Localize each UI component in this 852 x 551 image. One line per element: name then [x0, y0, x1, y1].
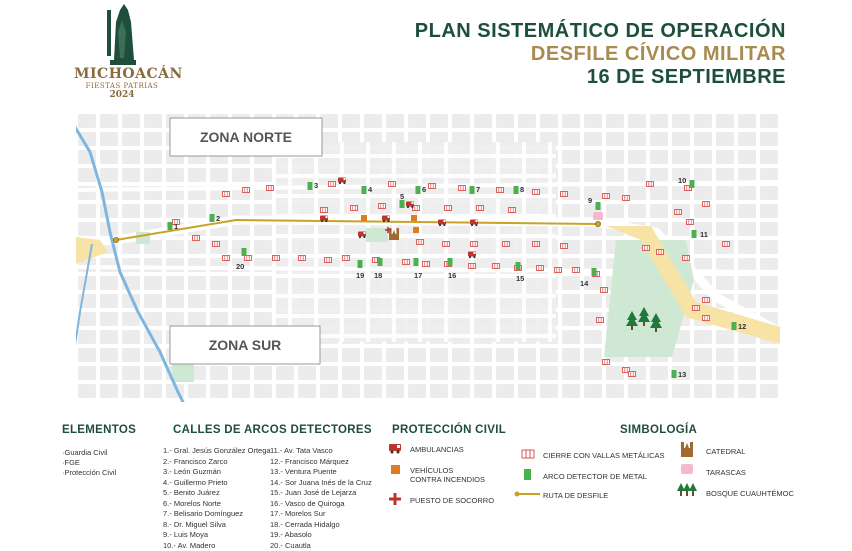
arch-label-1: 1: [174, 222, 178, 231]
route-legend-icon: [514, 490, 542, 498]
street-16: 16.- Vasco de Quiroga: [270, 499, 372, 510]
streets-list-col2: [270, 446, 372, 551]
street-12: 12.- Francisco Márquez: [270, 457, 372, 468]
route-end-point: [595, 221, 600, 226]
street-1: 1.- Gral. Jesús González Ortega: [163, 446, 271, 457]
zone-south-label: ZONA SUR: [209, 337, 282, 353]
arch-label-7: 7: [476, 185, 480, 194]
arch-label-4: 4: [368, 185, 373, 194]
arch-label-12: 12: [738, 322, 746, 331]
arch-legend-icon: [524, 469, 532, 481]
street-13: 13.- Ventura Puente: [270, 467, 372, 478]
logo-word: MICHOACÁN: [74, 66, 170, 82]
symbol-cathedral: CATEDRAL: [706, 447, 745, 456]
street-20: 20.- Cuautla: [270, 541, 372, 551]
arch-label-2: 2: [216, 214, 220, 223]
arch-label-14: 14: [580, 279, 589, 288]
logo-year: 2024: [74, 90, 170, 100]
arch-label-19: 19: [356, 271, 364, 280]
street-19: 19.- Abasolo: [270, 530, 372, 541]
arch-label-13: 13: [678, 370, 686, 379]
street-3: 3.- León Guzmán: [163, 467, 271, 478]
route-start-point: [113, 237, 118, 242]
streets-list-col1: [163, 446, 271, 551]
tarascas-icon: [593, 212, 603, 220]
arch-label-6: 6: [422, 185, 426, 194]
tarascas-legend-icon: [679, 461, 695, 477]
symbol-fence: CIERRE CON VALLAS METÁLICAS: [543, 451, 665, 460]
monument-icon: [74, 2, 170, 66]
arch-label-10: 10: [678, 176, 686, 185]
street-10: 10.- Av. Madero: [163, 541, 271, 551]
street-15: 15.- Juan José de Lejarza: [270, 488, 372, 499]
arch-label-20: 20: [236, 262, 244, 271]
street-5: 5.- Benito Juárez: [163, 488, 271, 499]
title-line-3: 16 DE SEPTIEMBRE: [415, 66, 786, 89]
symbology-title: SIMBOLOGÍA: [620, 424, 697, 436]
street-14: 14.- Sor Juana Inés de la Cruz: [270, 478, 372, 489]
zone-north-label: ZONA NORTE: [200, 129, 292, 145]
symbol-tarascas: TARASCAS: [706, 468, 746, 477]
elements-title: ELEMENTOS: [62, 424, 136, 436]
street-18: 18.- Cerrada Hidalgo: [270, 520, 372, 531]
arch-label-3: 3: [314, 181, 318, 190]
symbol-arch: ARCO DETECTOR DE METAL: [543, 472, 647, 481]
legend-elements: [62, 424, 136, 478]
arch-label-5: 5: [400, 192, 404, 201]
title-line-2: DESFILE CÍVICO MILITAR: [415, 43, 786, 66]
city-map: [76, 112, 780, 402]
civil-title: PROTECCIÓN CIVIL: [392, 424, 506, 436]
arch-label-17: 17: [414, 271, 422, 280]
civil-first-aid-post: PUESTO DE SOCORRO: [410, 496, 494, 505]
street-4: 4.- Guillermo Prieto: [163, 478, 271, 489]
civil-fire-vehicles: VEHÍCULOS CONTRA INCENDIOS: [410, 466, 486, 484]
element-fge: ·FGE: [62, 458, 136, 468]
forest-legend-icon: [676, 482, 698, 498]
streets-legend-title-wrap: [173, 424, 372, 448]
first-aid-legend-icon: [389, 493, 401, 505]
logo-subtitle: FIESTAS PATRIAS: [74, 82, 170, 90]
street-7: 7.- Belisario Domínguez: [163, 509, 271, 520]
street-17: 17.- Morelos Sur: [270, 509, 372, 520]
arch-label-8: 8: [520, 185, 524, 194]
street-9: 9.- Luis Moya: [163, 530, 271, 541]
ambulance-legend-icon: [388, 442, 404, 454]
street-11: 11.- Av. Tata Vasco: [270, 446, 372, 457]
element-guardia-civil: ·Guardia Civil: [62, 448, 136, 458]
streets-title: CALLES DE ARCOS DETECTORES: [173, 424, 372, 436]
arch-label-18: 18: [374, 271, 382, 280]
street-2: 2.- Francisco Zarco: [163, 457, 271, 468]
arch-label-15: 15: [516, 274, 524, 283]
arch-label-11: 11: [700, 230, 708, 239]
cathedral-legend-icon: [678, 440, 696, 458]
civil-ambulances: AMBULANCIAS: [410, 445, 464, 454]
street-8: 8.- Dr. Miguel Silva: [163, 520, 271, 531]
symbol-route: RUTA DE DESFILE: [543, 491, 608, 500]
fence-legend-icon: [521, 449, 535, 459]
fire-truck-legend-icon: [391, 465, 401, 475]
arch-label-9: 9: [588, 196, 592, 205]
street-6: 6.- Morelos Norte: [163, 499, 271, 510]
title-line-1: PLAN SISTEMÁTICO DE OPERACIÓN: [415, 20, 786, 43]
arch-label-16: 16: [448, 271, 456, 280]
michoacan-logo: [74, 2, 170, 102]
symbol-forest: BOSQUE CUAUHTÉMOC: [706, 489, 794, 498]
element-proteccion-civil: ·Protección Civil: [62, 468, 136, 478]
title-block: [415, 20, 786, 89]
